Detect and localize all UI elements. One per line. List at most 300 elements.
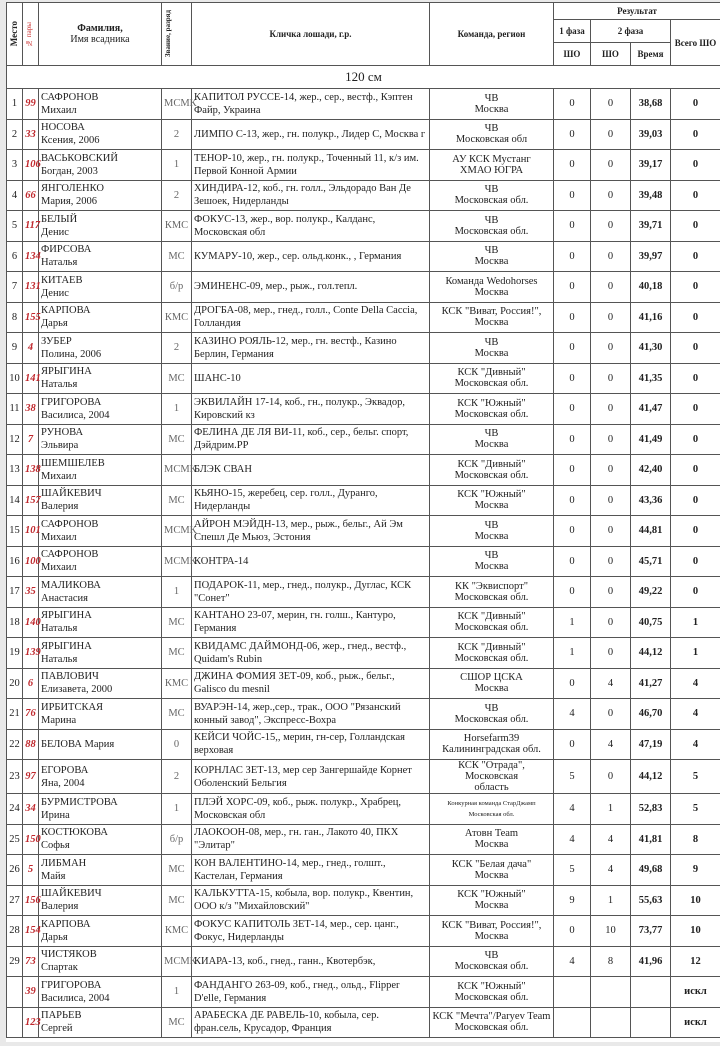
phase1-penalties: 0 [554,119,591,150]
rider-surname: НОСОВА [41,122,85,134]
rider-rank: 1 [162,794,192,825]
horse: КЬЯНО-15, жеребец, сер. голл., Дуранго, Нидерланды [192,485,430,516]
col-phase2: 2 фаза [591,20,671,43]
horse: ЛАОКООН-08, мер., гн. ган., Лакото 40, ПКХ "Элитар" [192,824,430,855]
bib-number: 134 [23,241,39,272]
rider-surname: КАРПОВА [41,305,91,317]
total-penalties: искл [671,977,720,1008]
phase2-time: 44,12 [631,638,671,669]
phase2-penalties: 1 [591,885,631,916]
total-penalties: 0 [671,241,720,272]
rider-name: Спартак [41,962,78,974]
phase2-penalties: 10 [591,916,631,947]
total-penalties: 9 [671,855,720,886]
rider-surname: ШАЙКЕВИЧ [41,888,102,900]
rider-rank: КМС [162,302,192,333]
phase2-penalties: 4 [591,855,631,886]
place: 26 [7,855,23,886]
phase1-penalties: 0 [554,516,591,547]
team-name: Команда Wedohorses [445,275,538,287]
rider-name: Валерия [41,901,79,913]
rider-rank: 2 [162,180,192,211]
total-penalties: 1 [671,607,720,638]
phase2-time: 41,49 [631,424,671,455]
place: 1 [7,89,23,120]
bib-number: 138 [23,455,39,486]
rider-rank: МС [162,607,192,638]
col-phase1-penalties: ШО [554,43,591,66]
rider-name: Михаил [41,470,77,482]
rider [39,916,162,947]
rider-name: Софья [41,840,70,852]
phase1-penalties: 5 [554,760,591,794]
rider [39,794,162,825]
rider-surname: ЛИБМАН [41,857,87,869]
bib-number: 150 [23,824,39,855]
table-row [7,638,720,669]
rider-rank: МС [162,855,192,886]
team-name: Атовн Team [464,828,519,840]
phase2-time: 49,68 [631,855,671,886]
phase2-penalties: 0 [591,241,631,272]
bib-number: 76 [23,699,39,730]
results-document [6,2,720,1042]
phase1-penalties: 0 [554,333,591,364]
rider [39,485,162,516]
total-penalties: 0 [671,363,720,394]
total-penalties: 0 [671,180,720,211]
rider-name: Сергей [41,1023,73,1035]
team-name: Конкурная команда СтарДжамп [447,799,536,807]
phase1-penalties [554,977,591,1008]
total-penalties: 0 [671,302,720,333]
place: 6 [7,241,23,272]
team-name: ЧВ [484,92,499,104]
team-region: Москва [474,869,509,881]
team-name: КСК "Отрада", Московская [458,760,525,782]
phase2-time: 39,03 [631,119,671,150]
phase2-penalties [591,977,631,1008]
phase2-time: 38,68 [631,89,671,120]
table-row [7,455,720,486]
phase1-penalties: 0 [554,916,591,947]
table-row [7,363,720,394]
place: 10 [7,363,23,394]
rider-name: Полина, 2006 [41,348,102,360]
team [430,180,554,211]
total-penalties: 0 [671,150,720,181]
team-name: КСК "Южный" [457,980,526,992]
team-region: Московская обл. [454,991,529,1003]
team-name: СШОР ЦСКА [460,672,523,684]
team [430,1007,554,1038]
bib-number: 7 [23,424,39,455]
table-row [7,607,720,638]
horse: ФАНДАНГО 263-09, коб., гнед., ольд., Flipper D'elle, Германия [192,977,430,1008]
rider-surname: БЕЛЫЙ [41,213,78,225]
total-penalties: 0 [671,516,720,547]
phase2-penalties: 0 [591,638,631,669]
rider-surname: БУРМИСТРОВА [41,796,118,808]
place: 2 [7,119,23,150]
rider-rank: МСМК [162,946,192,977]
team [430,394,554,425]
team-name: ЧВ [484,336,499,348]
phase2-time: 52,83 [631,794,671,825]
phase1-penalties: 0 [554,729,591,760]
total-penalties: 5 [671,760,720,794]
bib-number: 73 [23,946,39,977]
total-penalties: 12 [671,946,720,977]
place: 4 [7,180,23,211]
team [430,302,554,333]
team-name: ЧВ [484,214,499,226]
team-name: Horsefarm39 [463,733,520,745]
rider-name: Валерия [41,501,79,513]
phase2-time: 41,47 [631,394,671,425]
rider-rank: 0 [162,729,192,760]
table-row [7,760,720,794]
team-region: Москва [474,439,509,451]
team [430,119,554,150]
horse: АРАБЕСКА ДЕ РАВЕЛЬ-10, кобыла, сер. фран.сель, Крусадор, Франция [192,1007,430,1038]
phase1-penalties: 0 [554,455,591,486]
horse: БЛЭК СВАН [192,455,430,486]
rider-surname: РУНОВА [41,427,84,439]
phase2-time: 41,35 [631,363,671,394]
col-rider [39,3,162,66]
phase1-penalties: 9 [554,885,591,916]
team [430,455,554,486]
bib-number: 141 [23,363,39,394]
phase1-penalties: 0 [554,272,591,303]
horse: ДРОГБА-08, мер., гнед., голл., Conte Della Caccia, Голландия [192,302,430,333]
table-row [7,150,720,181]
rider [39,89,162,120]
team [430,485,554,516]
table-row [7,272,720,303]
team-region: Москва [474,839,509,851]
horse: КВИДАМС ДАЙМОНД-06, жер., гнед., вестф., Quidam's Rubin [192,638,430,669]
phase1-penalties: 0 [554,150,591,181]
place: 13 [7,455,23,486]
team-name: ЧВ [484,184,499,196]
phase2-time: 39,71 [631,211,671,242]
phase2-time: 39,17 [631,150,671,181]
phase2-penalties: 0 [591,455,631,486]
team-region: Московская обл. [454,378,529,390]
bib-number: 154 [23,916,39,947]
rider [39,394,162,425]
rider-name: Денис [41,226,69,238]
phase2-time: 43,36 [631,485,671,516]
horse: КЕЙСИ ЧОЙС-15,, мерин, гн-сер, Голландская верховая [192,729,430,760]
bib-number: 155 [23,302,39,333]
phase2-penalties: 0 [591,363,631,394]
horse: КОНТРА-14 [192,546,430,577]
bib-number: 156 [23,885,39,916]
team-name: ЧВ [484,550,499,562]
rider-rank: 1 [162,577,192,608]
horse: ТЕНОР-10, жер., гн. полукр., Точенный 11, к/з им. Первой Конной Армии [192,150,430,181]
place: 25 [7,824,23,855]
phase2-time: 41,27 [631,668,671,699]
rider-surname: КАРПОВА [41,918,91,930]
phase2-penalties: 4 [591,729,631,760]
phase1-penalties: 0 [554,485,591,516]
phase2-penalties: 0 [591,516,631,547]
rider-surname: ШАЙКЕВИЧ [41,488,102,500]
team-region: Москва [474,900,509,912]
rider-surname: САФРОНОВ [41,549,99,561]
rider-name: Мария, 2006 [41,196,97,208]
phase2-penalties: 0 [591,333,631,364]
rider-rank: МС [162,424,192,455]
col-bib [23,3,39,66]
col-total: Всего ШО [671,20,720,66]
bib-number: 101 [23,516,39,547]
rider-name: Михаил [41,104,77,116]
rider-surname: ГРИГОРОВА [41,979,102,991]
phase2-time: 42,40 [631,455,671,486]
team-name: КСК "Дивный" [457,641,526,653]
phase2-penalties: 0 [591,760,631,794]
bib-number: 140 [23,607,39,638]
phase2-time: 39,97 [631,241,671,272]
phase1-penalties: 0 [554,180,591,211]
rider [39,119,162,150]
team [430,211,554,242]
table-row [7,699,720,730]
total-penalties: 0 [671,119,720,150]
rider-surname: ЕГОРОВА [41,764,89,776]
rider [39,855,162,886]
phase1-penalties: 0 [554,668,591,699]
team [430,855,554,886]
phase2-time: 44,81 [631,516,671,547]
phase1-penalties: 0 [554,394,591,425]
bib-number: 38 [23,394,39,425]
table-row [7,424,720,455]
bib-number: 35 [23,577,39,608]
table-row [7,855,720,886]
phase1-penalties: 4 [554,699,591,730]
phase2-time: 45,71 [631,546,671,577]
place [7,977,23,1008]
bib-number: 5 [23,855,39,886]
rider-name: Яна, 2004 [41,777,85,789]
phase2-time: 41,16 [631,302,671,333]
phase2-time: 55,63 [631,885,671,916]
rider [39,211,162,242]
phase1-penalties: 0 [554,302,591,333]
rider-rank: КМС [162,916,192,947]
place: 12 [7,424,23,455]
team-name: КСК "Южный" [457,489,526,501]
team [430,607,554,638]
rider [39,180,162,211]
rider-rank: 2 [162,760,192,794]
place: 5 [7,211,23,242]
rider-name: Богдан, 2003 [41,165,98,177]
rider [39,363,162,394]
team [430,424,554,455]
table-row [7,577,720,608]
table-row [7,394,720,425]
phase2-penalties: 4 [591,824,631,855]
rider [39,302,162,333]
results-body [7,89,720,1038]
horse: ЛИМПО С-13, жер., гн. полукр., Лидер С, Москва г [192,119,430,150]
team-region: Москва [474,256,509,268]
place: 22 [7,729,23,760]
place: 18 [7,607,23,638]
rider-rank: МСМК [162,455,192,486]
total-penalties: 4 [671,699,720,730]
total-penalties: 10 [671,916,720,947]
rider-rank: МС [162,1007,192,1038]
col-place [7,3,23,66]
rider-surname: БЕЛОВА Мария [41,738,115,750]
total-penalties: 4 [671,729,720,760]
total-penalties: 4 [671,668,720,699]
team-name: КСК "Дивный" [457,458,526,470]
team-name: КСК "Южный" [457,397,526,409]
table-row [7,885,720,916]
phase2-penalties [591,1007,631,1038]
phase2-penalties: 8 [591,946,631,977]
team-region: область [474,782,509,793]
phase2-penalties: 0 [591,272,631,303]
total-penalties: 0 [671,272,720,303]
bib-number: 131 [23,272,39,303]
team-name: КСК "Белая дача" [451,858,532,870]
rider-rank: МС [162,485,192,516]
team-region: Москва [474,561,509,573]
total-penalties: 0 [671,455,720,486]
horse: КАПИТОЛ РУССЕ-14, жер., сер., вестф., Кэптен Файр, Украина [192,89,430,120]
rider-name: Дарья [41,318,68,330]
rider-surname: ИРБИТСКАЯ [41,701,104,713]
place [7,1007,23,1038]
table-row [7,333,720,364]
place: 23 [7,760,23,794]
phase2-time [631,977,671,1008]
team-region: Москва [474,500,509,512]
table-row [7,1007,720,1038]
phase2-penalties: 0 [591,119,631,150]
phase2-time [631,1007,671,1038]
phase1-penalties: 5 [554,855,591,886]
team [430,89,554,120]
phase2-penalties: 4 [591,668,631,699]
team [430,699,554,730]
phase2-time: 40,75 [631,607,671,638]
team-name: КСК "Южный" [457,889,526,901]
rider-surname: ЧИСТЯКОВ [41,949,97,961]
phase2-penalties: 0 [591,89,631,120]
team-region: ХМАО ЮГРА [459,164,524,176]
rider [39,455,162,486]
place: 11 [7,394,23,425]
place: 28 [7,916,23,947]
col-rider-surname: Фамилия, [77,23,123,34]
team-name: КК "Эквиспорт" [454,580,529,592]
team-name: КСК "Мечта"/Paryev Team [432,1011,551,1023]
phase2-time: 44,12 [631,760,671,794]
team [430,638,554,669]
phase2-penalties: 1 [591,794,631,825]
horse: ФОКУС КАПИТОЛЬ ЗЕТ-14, мер., сер. цанг., Фокус, Нидерланды [192,916,430,947]
rider [39,577,162,608]
col-rank [162,3,192,66]
team [430,794,554,825]
phase2-penalties: 0 [591,302,631,333]
phase2-penalties: 0 [591,180,631,211]
phase1-penalties [554,1007,591,1038]
total-penalties: 10 [671,885,720,916]
horse: ПЛЭЙ ХОРС-09, коб., рыж. полукр., Храбрец, Московская обл [192,794,430,825]
place: 8 [7,302,23,333]
rider-rank: 2 [162,119,192,150]
col-team: Команда, регион [430,3,554,66]
team-name: ЧВ [484,519,499,531]
table-row [7,916,720,947]
team-name: АУ КСК Мустанг [452,153,531,165]
rider-name: Василиса, 2004 [41,409,110,421]
horse: КОРНЛАС ЗЕТ-13, мер сер Зангершайде Корнет Оболенский Бельгия [192,760,430,794]
horse: КАЗИНО РОЯЛЬ-12, мер., гн. вестф., Казино Берлин, Германия [192,333,430,364]
rider [39,638,162,669]
team [430,760,554,794]
results-table [6,2,720,1038]
table-row [7,794,720,825]
phase1-penalties: 4 [554,794,591,825]
team-region: Москва [474,347,509,359]
bib-number: 39 [23,977,39,1008]
horse: ЭКВИЛАЙН 17-14, коб., гн., полукр., Эквадор, Кировский кз [192,394,430,425]
rider-name: Елизавета, 2000 [41,684,113,696]
phase1-penalties: 4 [554,824,591,855]
total-penalties: 0 [671,424,720,455]
rider-surname: ЯНГОЛЕНКО [41,183,104,195]
rider-rank: МС [162,638,192,669]
phase1-penalties: 0 [554,577,591,608]
rider-rank: МС [162,885,192,916]
team-name: КСК "Дивный" [457,611,526,623]
rider-rank: МС [162,241,192,272]
rider [39,241,162,272]
team-name: КСК "Дивный" [457,367,526,379]
rider-surname: ФИРСОВА [41,244,92,256]
team-region: Москва [474,286,509,298]
phase1-penalties: 0 [554,546,591,577]
team-region: Московская обл. [454,591,529,603]
team-region: Калининградская обл. [442,744,541,756]
rider-surname: КИТАЕВ [41,274,83,286]
phase1-penalties: 1 [554,607,591,638]
bib-number: 4 [23,333,39,364]
total-penalties: 5 [671,794,720,825]
phase2-penalties: 0 [591,424,631,455]
phase2-time: 73,77 [631,916,671,947]
rider-rank: 1 [162,977,192,1008]
phase1-penalties: 0 [554,424,591,455]
team-region: Московская обл. [468,810,515,818]
total-penalties: 8 [671,824,720,855]
team-name: КСК "Виват, Россия!", Москва [441,306,542,329]
col-place-label: Место [9,21,19,47]
